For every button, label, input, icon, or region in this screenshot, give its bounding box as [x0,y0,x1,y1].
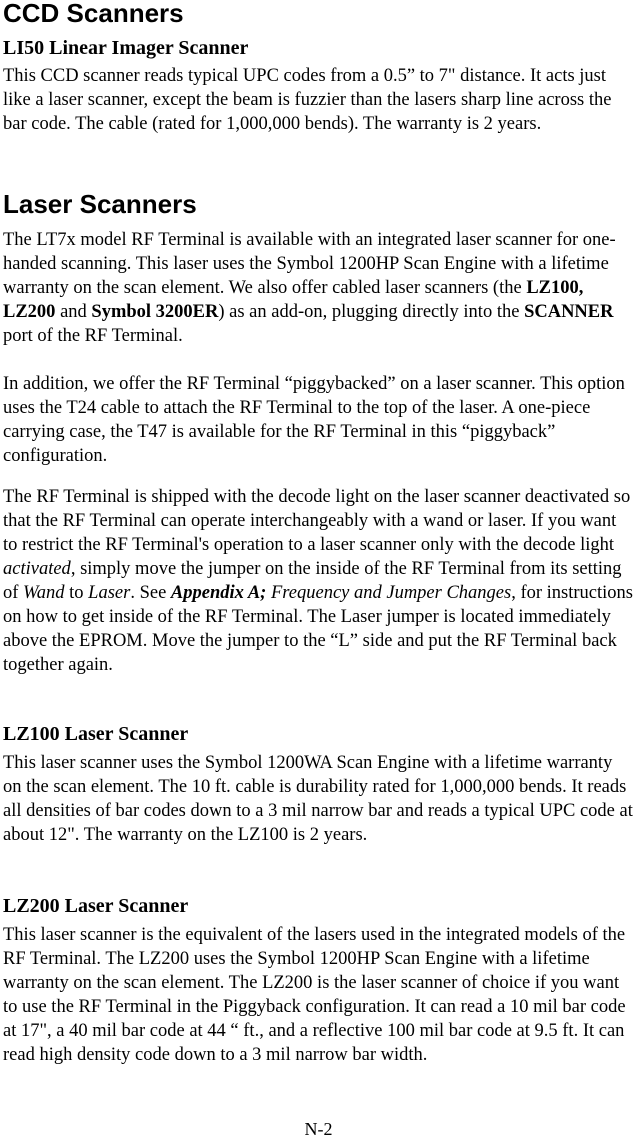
page-number: N-2 [304,1119,333,1139]
li50-paragraph: This CCD scanner reads typical UPC codes from a 0.5” to 7" distance. It acts just like a laser scanner, except the beam is fuzzier than the lasers sharp line across the bar code. The cable (rated for 1,000,000 bends). The warranty is 2 years. [3,66,612,134]
laser-paragraph-3: The RF Terminal is shipped with the decode light on the laser scanner deactivated so that the RF Terminal can operate interchangeably with a wand or laser. If you want to restrict the RF Terminal's operation to a laser scanner only with the decode light activated, simply move the jumper on the inside of the RF Terminal from its setting of Wand to Laser. See Appendix A; Frequency and Jumper Changes, for instructions on how to get inside of the RF Terminal. The Laser jumper is located immediately above the EPROM. Move the jumper to the “L” side and put the RF Terminal back together again. [3,487,633,675]
lz200-paragraph: This laser scanner is the equivalent of the lasers used in the integrated models of the RF Terminal. The LZ200 uses the Symbol 1200HP Scan Engine with a lifetime warranty on the scan element. The LZ200 is the laser scanner of choice if you want to use the RF Terminal in the Piggyback configuration. It can read a 10 mil bar code at 17", a 40 mil bar code at 44 “ ft., and a reflective 100 mil bar code at 9.5 ft. It can read high density code down to a 3 mil narrow bar width. [3,925,626,1065]
li50-heading: LI50 Linear Imager Scanner [3,37,249,59]
lz200-heading: LZ200 Laser Scanner [3,895,189,917]
lz100-heading: LZ100 Laser Scanner [3,723,189,745]
lz100-paragraph: This laser scanner uses the Symbol 1200WA Scan Engine with a lifetime warranty on the scan element. The 10 ft. cable is durability rated for 1,000,000 bends. It reads all densities of bar codes down to a 3 mil narrow bar and reads a typical UPC code at about 12". The warranty on the LZ100 is 2 years. [3,753,633,845]
appendix-reference: Appendix A; [170,583,267,603]
ccd-scanners-title: CCD Scanners [3,0,184,28]
laser-paragraph-1: The LT7x model RF Terminal is available with an integrated laser scanner for one-handed scanning. This laser uses the Symbol 1200HP Scan Engine with a lifetime warranty on the scan element. We also offer cabled laser scanners (the LZ100, LZ200 and Symbol 3200ER) as an add-on, plugging directly into the SCANNER port of the RF Terminal. [3,230,616,346]
laser-scanners-title: Laser Scanners [3,189,197,219]
laser-paragraph-2: In addition, we offer the RF Terminal “piggybacked” on a laser scanner. This option uses the T24 cable to attach the RF Terminal to the top of the laser. A one-piece carrying case, the T47 is available for the RF Terminal in this “piggyback” configuration. [3,374,625,466]
